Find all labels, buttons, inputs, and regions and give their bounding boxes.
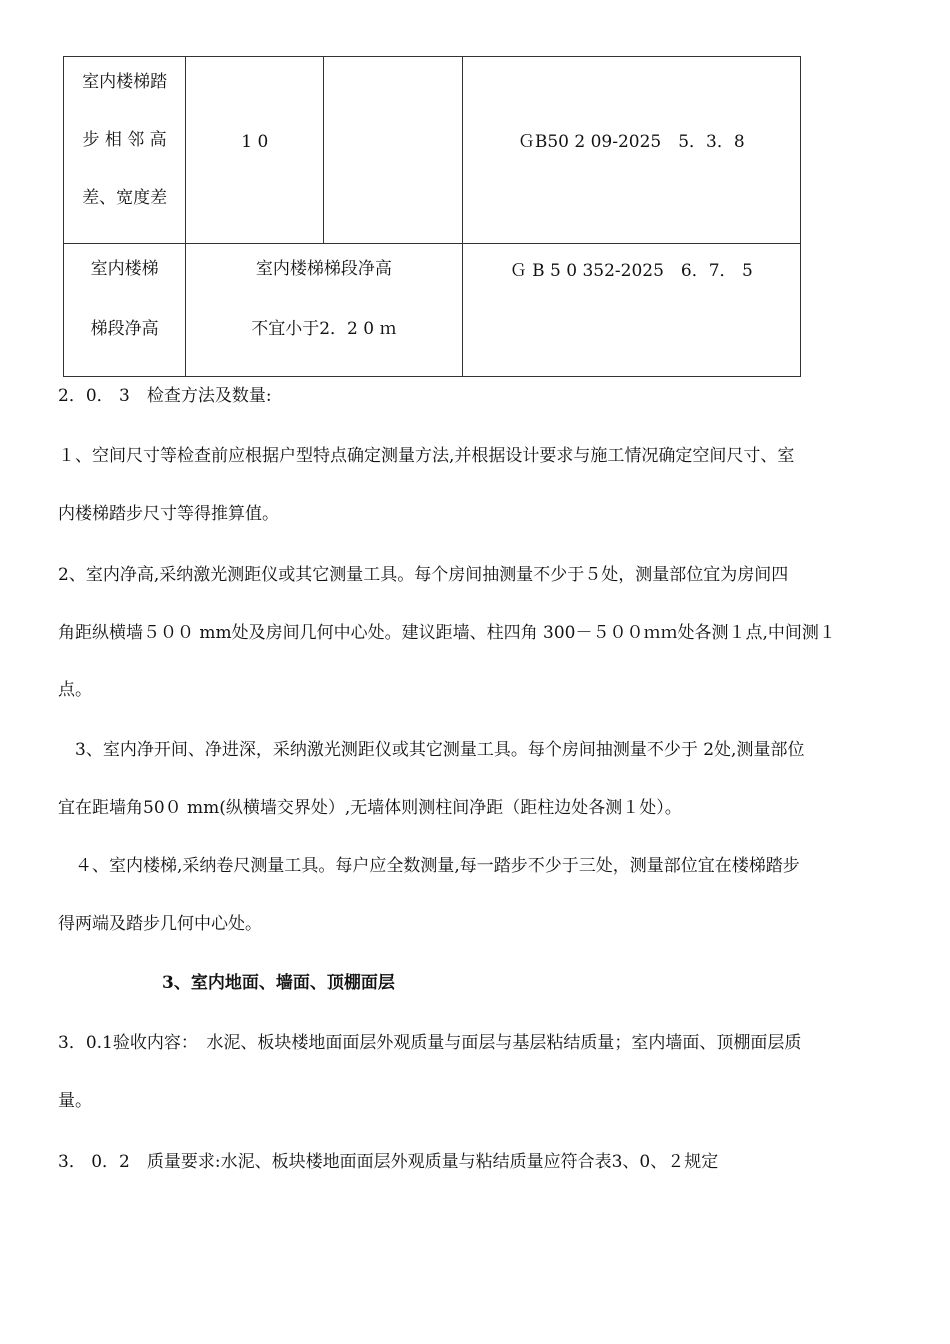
paragraph-line: 3． 0．2 质量要求:水泥、板块楼地面面层外观质量与粘结质量应符合表3、0、２规定 — [58, 1152, 719, 1172]
table-row — [64, 57, 801, 244]
table-row — [64, 244, 801, 377]
item-cell — [64, 57, 186, 244]
value-line: 不宜小于2．2 0 ｍ — [251, 319, 397, 339]
value-cell — [186, 57, 324, 244]
reference-cell — [462, 57, 800, 244]
reference-text: ＧB50 2 09-2025 5．3．8 — [517, 132, 745, 152]
paragraph-line: 3．0.1验收内容： 水泥、板块楼地面面层外观质量与面层与基层粘结质量；室内墙面、顶棚面层质 — [58, 1033, 802, 1053]
value-line: 室内楼梯梯段净高 — [255, 259, 392, 279]
reference-text: Ｇ B 5 0 352-2025 6．7． 5 — [509, 261, 753, 281]
paragraph-line: 点。 — [58, 680, 92, 700]
paragraph-line: 量。 — [58, 1091, 92, 1111]
paragraph-line: １、空间尺寸等检查前应根据户型特点确定测量方法,并根据设计要求与施工情况确定空间尺寸、室 — [58, 446, 795, 466]
paragraph-line: 内楼梯踏步尺寸等得推算值。 — [58, 504, 279, 524]
paragraph-line: ４、室内楼梯,采纳卷尺测量工具。每户应全数测量,每一踏步不少于三处，测量部位宜在楼梯踏步 — [58, 856, 800, 876]
section-title: 2．0． 3 检查方法及数量: — [58, 386, 272, 406]
paragraph-line: 3、室内净开间、净进深，采纳激光测距仪或其它测量工具。每个房间抽测量不少于 2处,测量部位 — [58, 740, 805, 760]
item-line: 室内楼梯 — [90, 259, 159, 279]
item-line: 差、宽度差 — [82, 188, 168, 208]
paragraph-line: 宜在距墙角50０ mm(纵横墙交界处）,无墙体则测柱间净距（距柱边处各测１处）。 — [58, 798, 682, 818]
item-line: 室内楼梯踏 — [82, 72, 168, 92]
spec-table — [63, 56, 801, 377]
paragraph-line: 得两端及踏步几何中心处。 — [58, 914, 262, 934]
paragraph-line: 2、室内净高,采纳激光测距仪或其它测量工具。每个房间抽测量不少于５处，测量部位宜为房间四 — [58, 565, 789, 585]
item-line: 梯段净高 — [90, 319, 159, 339]
item-cell — [64, 244, 186, 377]
section-heading: 3、室内地面、墙面、顶棚面层 — [162, 973, 395, 993]
empty-cell — [324, 57, 462, 244]
value-cell — [186, 244, 462, 377]
value-text: 1 0 — [241, 132, 269, 152]
reference-cell — [462, 244, 800, 377]
paragraph-line: 角距纵横墙５００ mm处及房间几何中心处。建议距墙、柱四角 300－５００ｍｍ处各测１点,中间测１ — [58, 623, 836, 643]
item-line: 步 相 邻 高 — [82, 130, 167, 150]
